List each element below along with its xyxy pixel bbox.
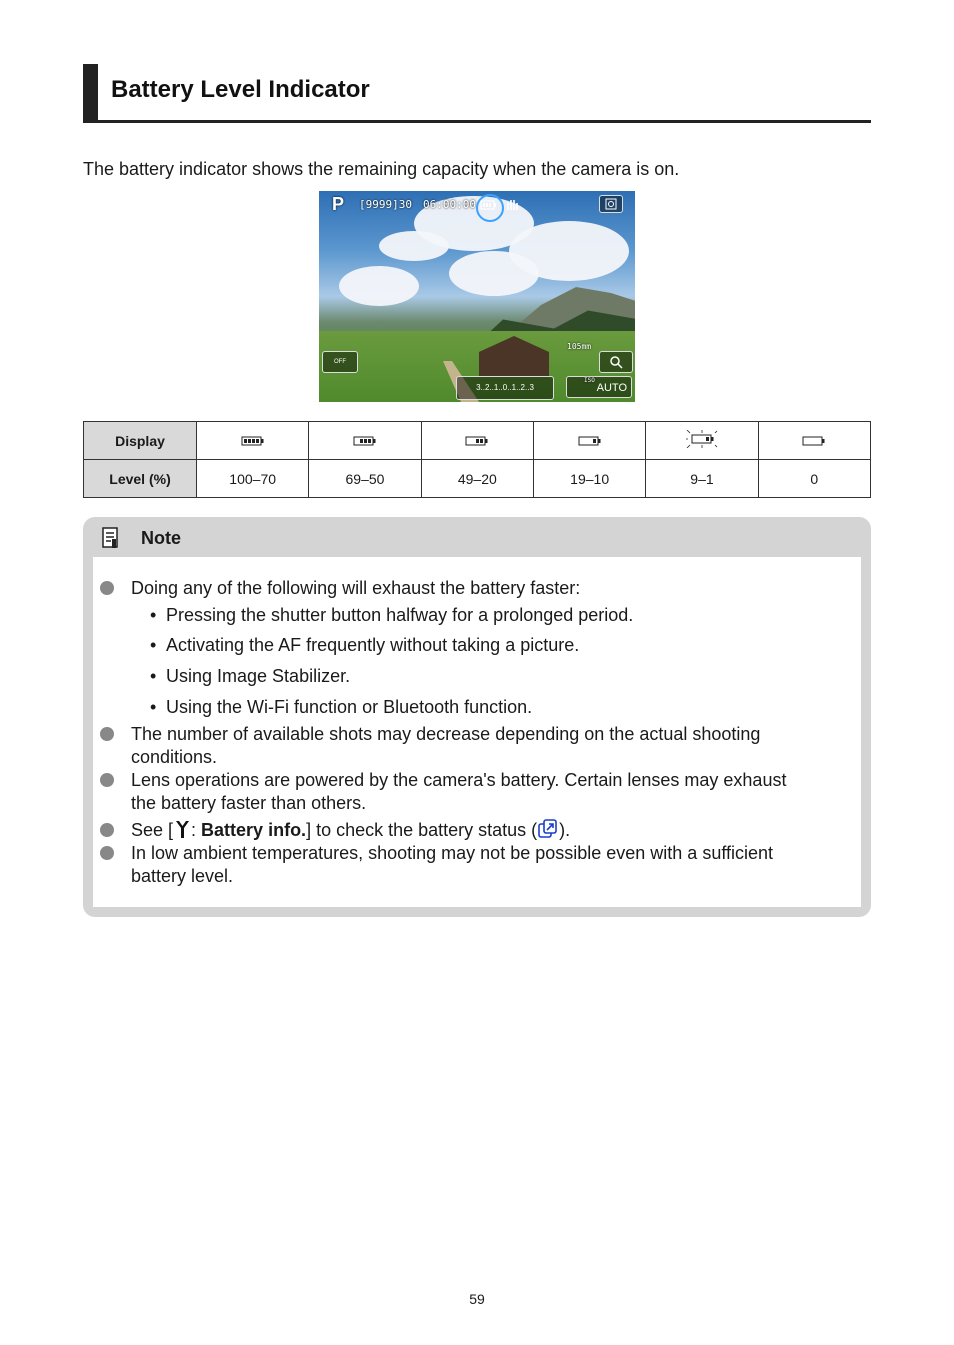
section-heading [83,64,871,123]
note-text: ] to check the battery status ( [306,820,538,840]
note-item [131,769,851,815]
level-cell: 69–50 [309,460,421,498]
bullet-dot [100,823,114,837]
exposure-level-scale: 3..2..1..0..1..2..3 [456,376,554,400]
display-cell [421,422,533,460]
bullet-dot [100,581,114,595]
display-cell [646,422,758,460]
battery-blinking-icon [686,430,718,448]
note-item-line: conditions. [131,747,218,767]
cloud [379,231,449,261]
cloud [449,251,539,296]
level-cell: 49–20 [421,460,533,498]
bullet-dot [100,773,114,787]
sub-item: • Using Image Stabilizer. [150,666,351,686]
note-item [131,819,851,842]
battery-level-table [83,421,871,498]
section-title: Battery Level Indicator [111,76,370,103]
shots-remaining: [9999]30 [359,198,412,211]
bullet-dot [100,727,114,741]
page-link-icon[interactable] [537,819,559,839]
display-cell [309,422,421,460]
note-icon [102,527,120,549]
sub-item-text: Using the Wi-Fi function or Bluetooth function. [166,697,533,717]
quick-control-button [599,195,623,213]
battery-3-bars-icon [353,436,377,446]
level-cell: 19–10 [533,460,645,498]
battery-full-icon [241,436,265,446]
time-display: 06:00:00 [423,198,476,211]
note-title: Note [141,528,181,548]
sub-item: • Pressing the shutter button halfway for a prolonged period. [150,605,634,625]
battery-icon [480,200,497,210]
display-cell [758,422,870,460]
cloud [339,266,419,306]
sub-item: • Activating the AF frequently without taking a picture. [150,635,580,655]
note-item [131,723,851,769]
display-cell [533,422,645,460]
sub-item: • Using the Wi-Fi function or Bluetooth function. [150,697,533,717]
note-item: Doing any of the following will exhaust the battery faster: [131,578,581,598]
level-row-label: Level (%) [84,460,197,498]
focal-length: 105mm [567,342,592,351]
note-text: See [ [131,820,174,840]
note-item-line: Lens operations are powered by the camera's battery. Certain lenses may exhaust [131,770,787,790]
level-cell: 9–1 [646,460,758,498]
camera-screen-image [319,191,635,402]
touch-shutter-off-button: OFF [322,351,358,373]
heading-bar [83,64,98,120]
iso-setting: AUTO [566,376,632,398]
note-item-line: In low ambient temperatures, shooting may not be possible even with a sufficient [131,843,774,863]
sub-item-text: Using Image Stabilizer. [166,666,351,686]
note-item [131,842,851,888]
note-text: ). [559,820,571,840]
battery-info-menu-name: Battery info. [201,820,307,840]
note-text: : [191,820,202,840]
note-item-line: The number of available shots may decrease depending on the actual shooting [131,724,761,744]
iso-label: ISO [584,377,595,384]
display-cell [197,422,309,460]
battery-empty-icon [802,436,826,446]
shooting-mode: P [332,194,345,214]
page-number: 59 [469,1291,485,1307]
wrench-icon [173,819,191,839]
battery-2-bars-icon [465,436,489,446]
level-cell: 100–70 [197,460,309,498]
sub-item-text: Activating the AF frequently without taking a picture. [166,635,580,655]
note-item-line: battery level. [131,866,234,886]
sub-item-text: Pressing the shutter button halfway for a prolonged period. [166,605,634,625]
level-cell: 0 [758,460,870,498]
note-item-line: the battery faster than others. [131,793,367,813]
magnify-button [599,351,633,373]
level-row [84,460,871,498]
display-row [84,422,871,460]
battery-1-bar-icon [578,436,602,446]
bullet-dot [100,846,114,860]
display-row-label: Display [84,422,197,460]
image-stabilizer-icon [504,196,522,212]
intro-text: The battery indicator shows the remaining capacity when the camera is on. [83,159,680,179]
